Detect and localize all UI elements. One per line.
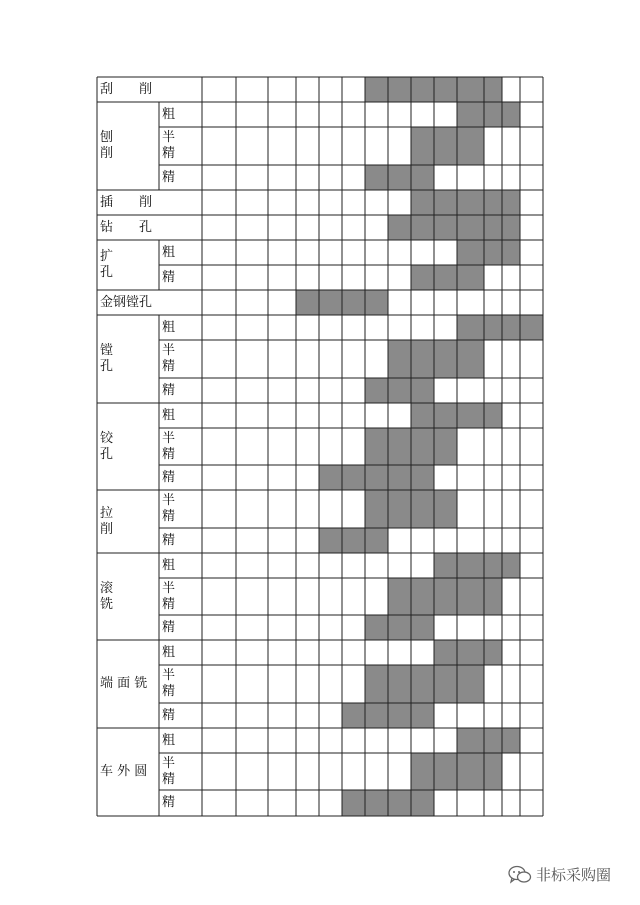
sub-label: 粗 bbox=[162, 557, 176, 573]
range-bar bbox=[319, 465, 434, 490]
watermark bbox=[508, 864, 611, 885]
range-bar bbox=[365, 378, 434, 403]
sub-label: 精 bbox=[162, 707, 176, 723]
range-bar bbox=[411, 190, 520, 215]
sub-label: 粗 bbox=[162, 732, 176, 748]
sub-label: 半 精 bbox=[162, 580, 176, 612]
method-label: 钻 孔 bbox=[100, 219, 153, 235]
method-label: 插 削 bbox=[100, 194, 153, 210]
method-label: 滚 铣 bbox=[100, 580, 114, 612]
sub-label: 精 bbox=[162, 532, 176, 548]
sub-label: 精 bbox=[162, 382, 176, 398]
range-bar bbox=[388, 578, 502, 615]
range-bar bbox=[365, 615, 434, 640]
sub-label: 精 bbox=[162, 619, 176, 635]
method-label: 金钢镗孔 bbox=[100, 294, 153, 310]
range-bar bbox=[457, 728, 520, 753]
sub-label: 半 精 bbox=[162, 668, 176, 699]
watermark-text: 非标采购圈 bbox=[536, 866, 612, 884]
range-bar bbox=[388, 215, 520, 240]
method-label: 扩 孔 bbox=[100, 249, 114, 280]
range-bar bbox=[411, 265, 484, 290]
sub-label: 精 bbox=[162, 795, 176, 810]
sub-label: 精 bbox=[162, 169, 176, 185]
range-bar bbox=[365, 665, 484, 703]
sub-label: 精 bbox=[162, 269, 176, 285]
range-bar bbox=[457, 315, 543, 340]
range-bar bbox=[411, 127, 484, 165]
range-bar bbox=[457, 102, 520, 127]
sub-label: 粗 bbox=[162, 106, 176, 122]
sub-label: 精 bbox=[162, 469, 176, 485]
sub-label: 半 精 bbox=[162, 343, 176, 374]
method-label: 镗 孔 bbox=[100, 343, 114, 374]
range-bar bbox=[434, 640, 502, 665]
method-label: 刨 削 bbox=[100, 130, 114, 161]
sub-label: 粗 bbox=[162, 244, 176, 260]
method-label: 刮 削 bbox=[100, 81, 153, 97]
range-bar bbox=[319, 528, 388, 553]
range-bar bbox=[434, 553, 520, 578]
method-label: 车 外 圆 bbox=[100, 764, 148, 779]
method-label: 铰 孔 bbox=[100, 430, 114, 462]
sub-label: 半 精 bbox=[162, 130, 176, 161]
sub-label: 半 精 bbox=[162, 755, 176, 787]
range-bar bbox=[457, 240, 520, 265]
method-label: 端 面 铣 bbox=[100, 676, 148, 691]
sub-label: 粗 bbox=[162, 319, 176, 335]
wechat-bubble-icon bbox=[508, 865, 532, 885]
range-bar bbox=[388, 340, 484, 378]
sub-label: 粗 bbox=[162, 644, 176, 660]
method-label: 拉 削 bbox=[100, 505, 114, 537]
sub-label: 粗 bbox=[162, 407, 176, 423]
sub-label: 半 精 bbox=[162, 430, 176, 462]
range-bar bbox=[365, 165, 434, 190]
sub-label: 半 精 bbox=[162, 493, 176, 524]
